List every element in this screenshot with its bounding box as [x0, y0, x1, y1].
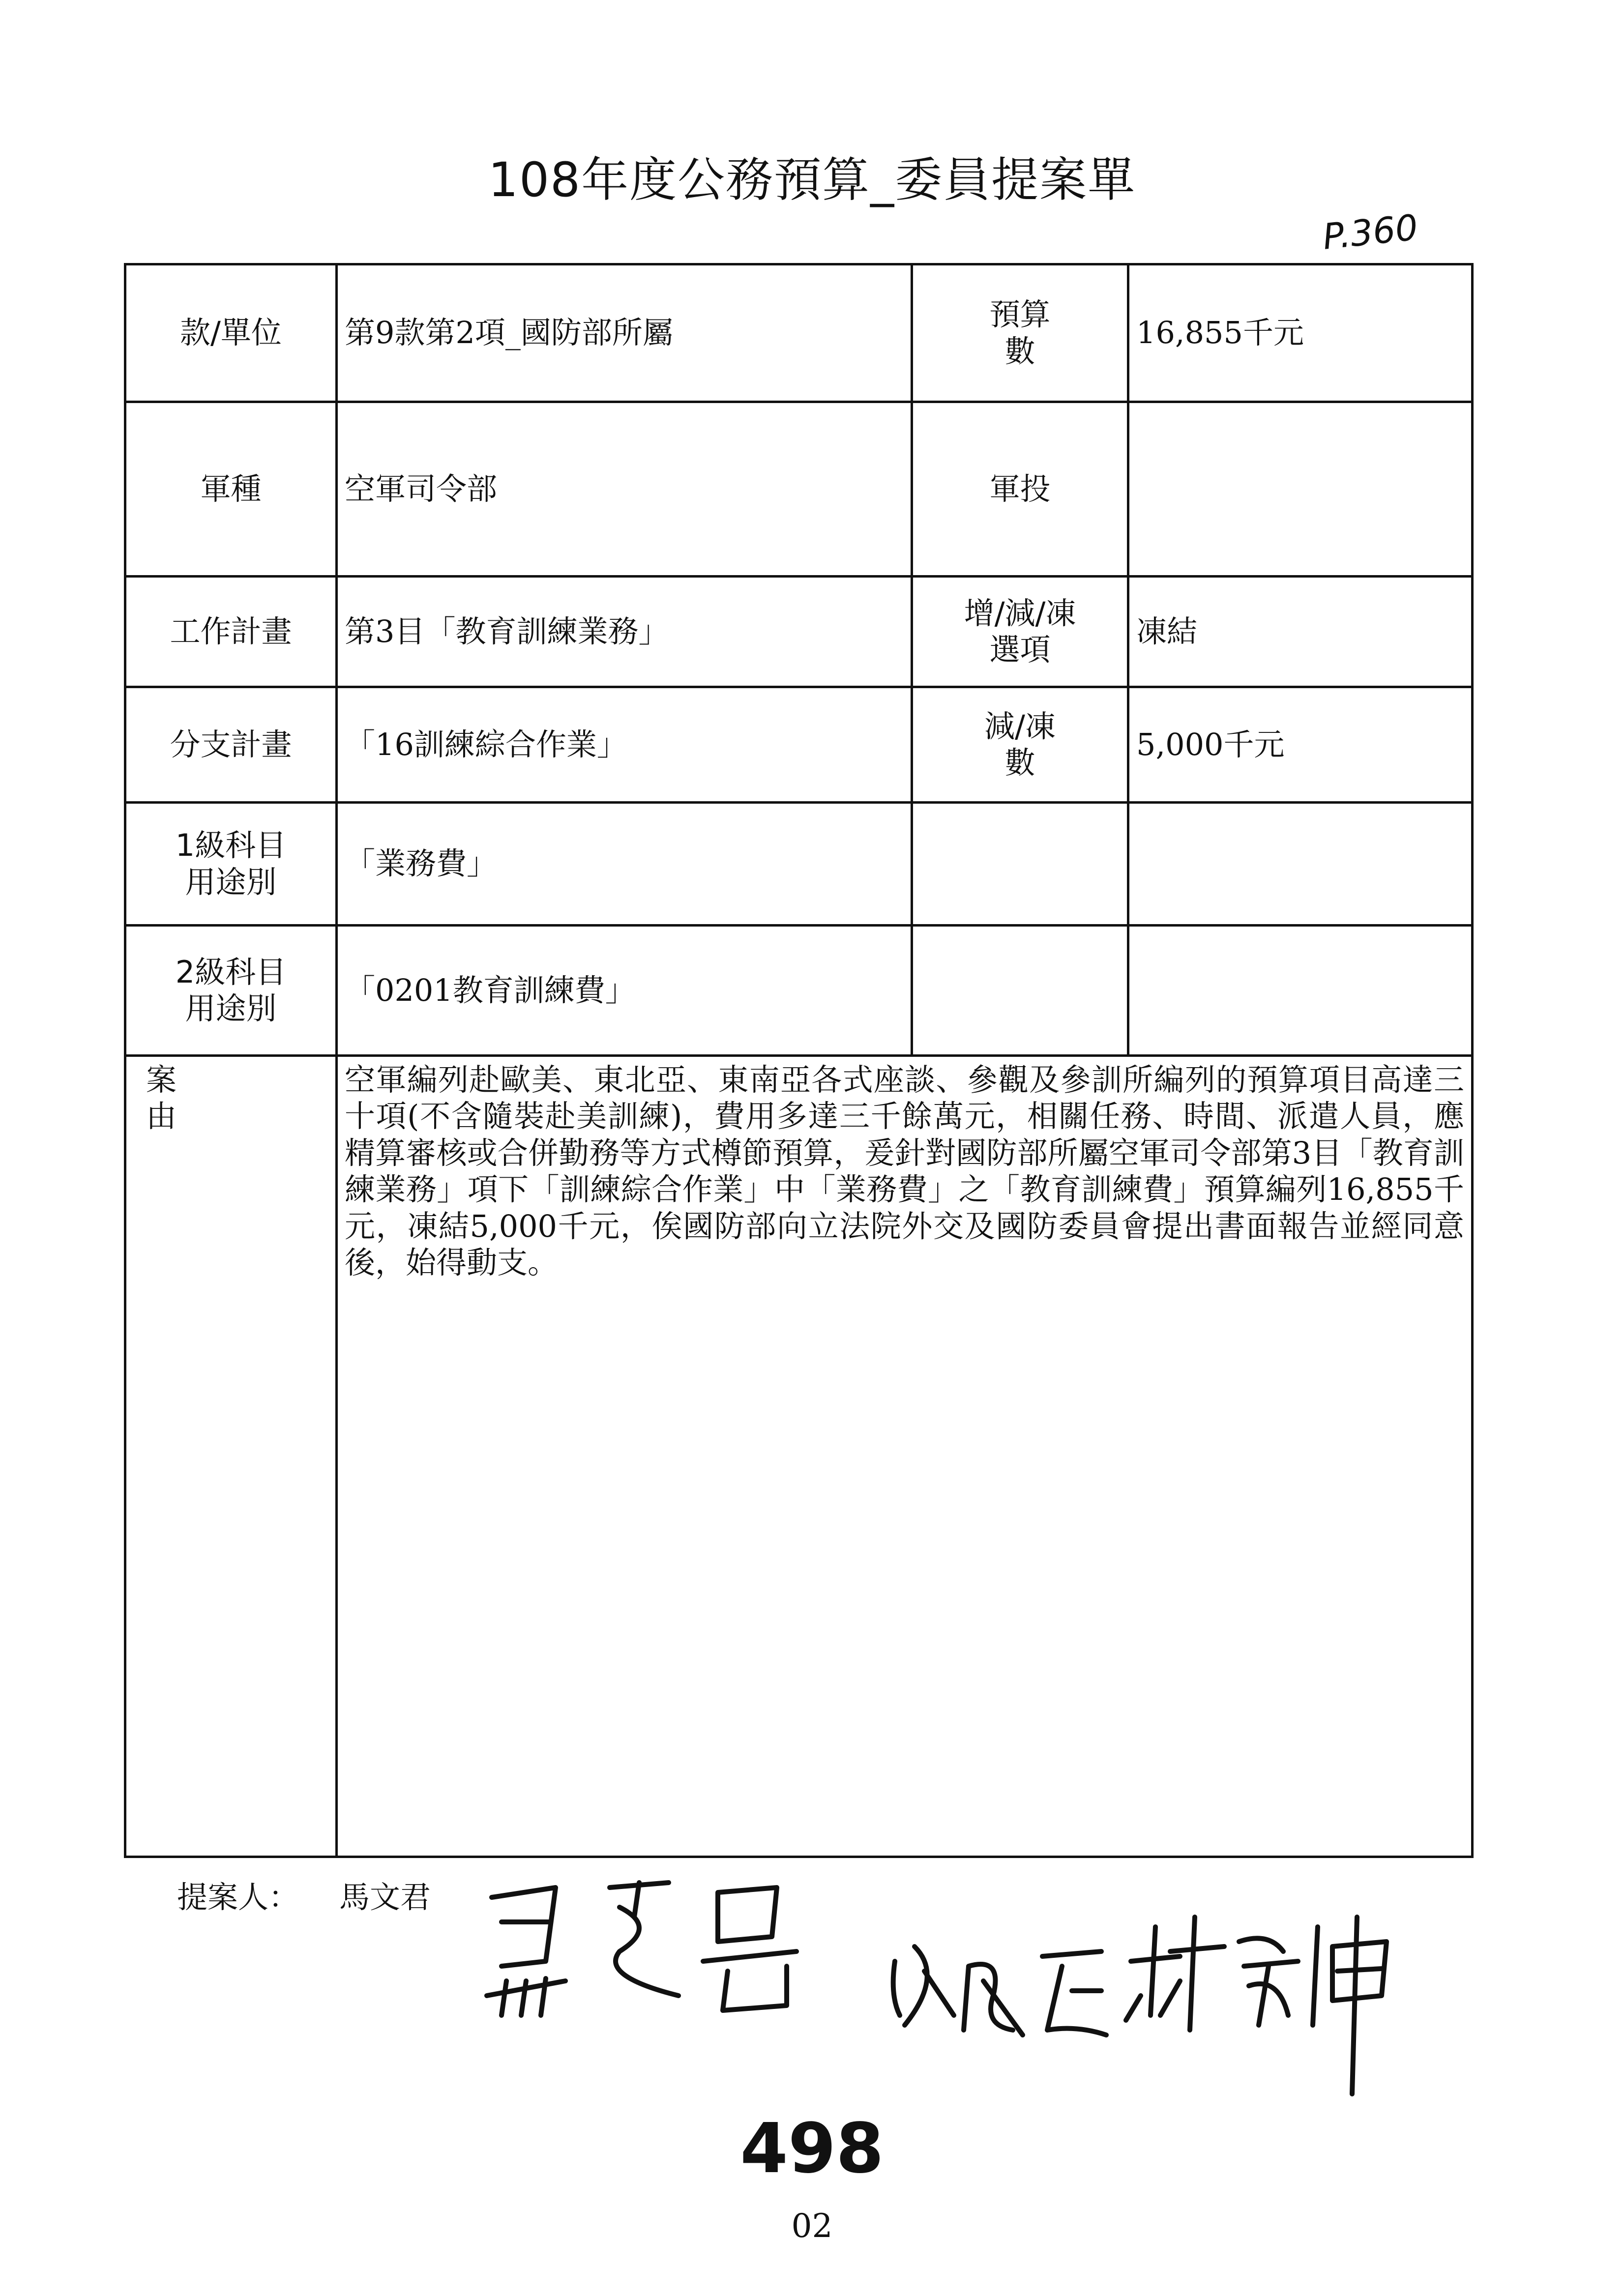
level2-empty-cell-a [912, 926, 1128, 1056]
work-plan-label: 工作計畫 [125, 577, 337, 687]
level2-empty-cell-b [1128, 926, 1473, 1056]
level2-label: 2級科目用途別 [125, 926, 337, 1056]
row-level2 [125, 926, 1473, 1056]
reduce-freeze-amount-label: 減/凍數 [912, 687, 1128, 803]
level1-label: 1級科目用途別 [125, 803, 337, 926]
row-plan [125, 577, 1473, 687]
subplan-label: 分支計畫 [125, 687, 337, 803]
reason-label: 案由 [125, 1056, 337, 1857]
subplan-value: 「16訓練綜合作業」 [337, 687, 912, 803]
branch-value: 空軍司令部 [337, 402, 912, 577]
signature-1 [487, 1883, 797, 2015]
unit-label: 款/單位 [125, 264, 337, 402]
proposal-form-table [124, 263, 1474, 1858]
work-plan-value: 第3目「教育訓練業務」 [337, 577, 912, 687]
row-branch [125, 402, 1473, 577]
row-subplan [125, 687, 1473, 803]
budget-amount-value: 16,855千元 [1128, 264, 1473, 402]
reduce-freeze-amount-value: 5,000千元 [1128, 687, 1473, 803]
military-investment-value [1128, 402, 1473, 577]
action-option-label: 增/減/凍選項 [912, 577, 1128, 687]
page-sub-number: 02 [791, 2207, 833, 2245]
level1-value: 「業務費」 [337, 803, 912, 926]
level1-empty-cell-a [912, 803, 1128, 926]
row-reason [125, 1056, 1473, 1857]
proposer-label: 提案人： [177, 1879, 299, 1915]
unit-value: 第9款第2項_國防部所屬 [337, 264, 912, 402]
military-investment-label: 軍投 [912, 402, 1128, 577]
branch-label: 軍種 [125, 402, 337, 577]
row-unit [125, 264, 1473, 402]
level1-empty-cell-b [1128, 803, 1473, 926]
proposer-name: 馬文君 [339, 1879, 431, 1915]
action-option-value: 凍結 [1128, 577, 1473, 687]
page-title: 108年度公務預算_委員提案單 [488, 152, 1136, 207]
reason-text: 空軍編列赴歐美、東北亞、東南亞各式座談、參觀及參訓所編列的預算項目高達三十項(不含隨裝赴美訓練)，費用多達三千餘萬元，相關任務、時間、派遣人員，應精算審核或合併勤務等方式樽節預算，爰針對國防部所屬空軍司令部第3目「教育訓練業務」項下「訓練綜合作業」中「業務費」之「教育訓練費」預算編列16,855千元，凍結5,000千元，俟國防部向立法院外交及國防委員會提出書面報告並經同意後，始得動支。 [337, 1056, 1473, 1857]
budget-amount-label: 預算數 [912, 264, 1128, 402]
page-number: 498 [740, 2109, 884, 2189]
signature-2 [893, 1947, 1106, 2035]
signature-3 [1126, 1917, 1387, 2094]
row-level1 [125, 803, 1473, 926]
level2-value: 「0201教育訓練費」 [337, 926, 912, 1056]
page-reference-note: P.360 [1321, 206, 1420, 258]
signatures [472, 1868, 1583, 2114]
